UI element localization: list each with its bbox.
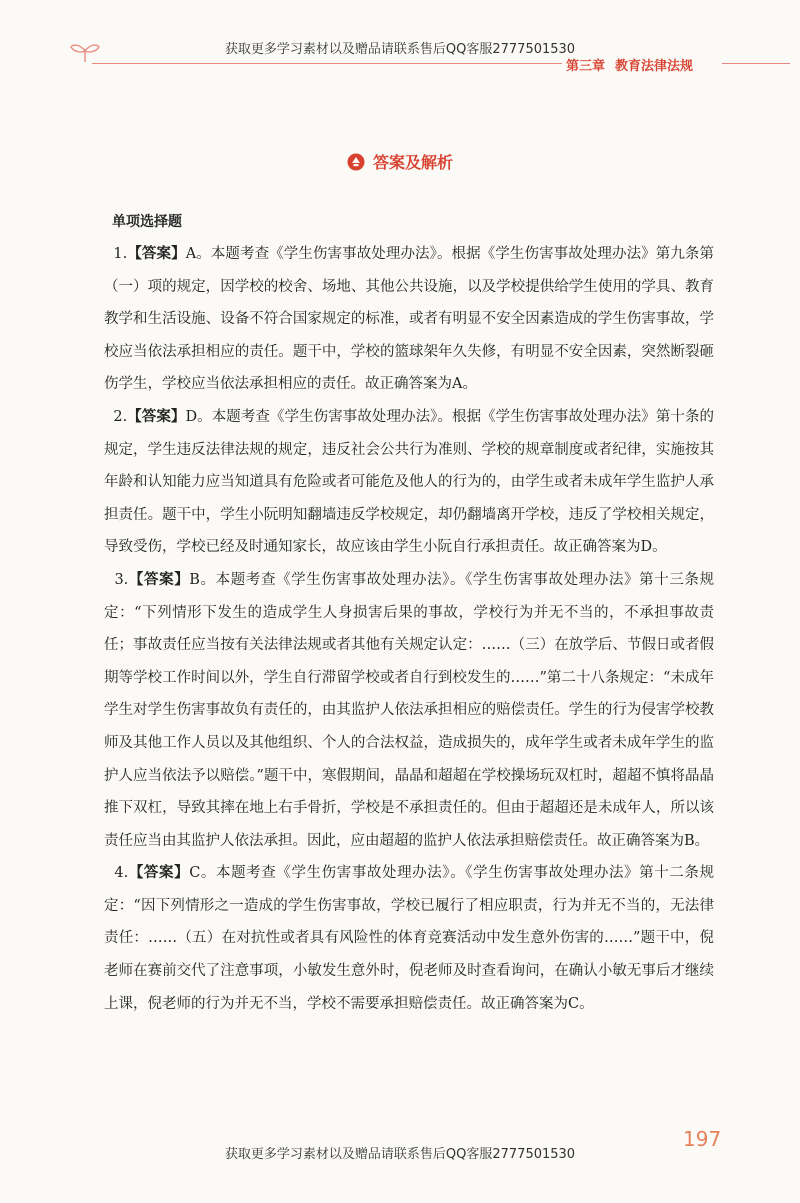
answer-item bbox=[104, 564, 714, 857]
answer-label: 【答案】 bbox=[128, 571, 190, 588]
answers-body bbox=[104, 206, 714, 1020]
chapter-heading bbox=[566, 55, 722, 74]
answer-text: A。本题考查《学生伤害事故处理办法》。根据《学生伤害事故处理办法》第九条第（一）项的规定，因学校的校舍、场地、其他公共设施，以及学校提供给学生使用的学具、教育教学和生活设施、设备不符合国家规定的标准，或者有明显不安全因素造成的学生伤害事故，学校应当依法承担相应的责任。题干中，学校的篮球架年久失修，有明显不安全因素，突然断裂砸伤学生，学校应当依法承担相应的责任。故正确答案为A。 bbox=[104, 246, 715, 393]
page-number: 197 bbox=[683, 1127, 722, 1151]
chapter-title: 教育法律法规 bbox=[615, 59, 694, 74]
footer-promo: 获取更多学习素材以及赠品请联系售后QQ客服2777501530 bbox=[224, 1147, 576, 1162]
answer-text: D。本题考查《学生伤害事故处理办法》。根据《学生伤害事故处理办法》第十条的规定，学生违反法律法规的规定，违反社会公共行为准则、学校的规章制度或者纪律，实施按其年龄和认知能力应当知道具有危险或者可能危及他人的行为的，由学生或者未成年学生监护人承担责任。题干中，学生小阮明知翻墙违反学校规定，却仍翻墙离开学校，违反了学校相关规定，导致受伤，学校已经及时通知家长，故应该由学生小阮自行承担责任。故正确答案为D。 bbox=[104, 408, 715, 556]
answer-item bbox=[104, 401, 714, 564]
answer-text: B。本题考查《学生伤害事故处理办法》。《学生伤害事故处理办法》第十三条规定：“下列情形下发生的造成学生人身损害后果的事故，学校行为并无不当的，不承担事故责任；事故责任应当按有关法律法规或者其他有关规定认定：……（三）在放学后、节假日或者假期等学校工作时间以外，学生自行滞留学校或者自行到校发生的……”第二十八条规定：“未成年学生对学生伤害事故负有责任的，由其监护人依法承担相应的赔偿责任。学生的行为侵害学校教师及其他工作人员以及其他组织、个人的合法权益，造成损失的，成年学生或者未成年学生的监护人应当依法予以赔偿。”题干中，寒假期间，晶晶和超超在学校操场玩双杠时，超超不慎将晶晶推下双杠，导致其摔在地上右手骨折，学校是不承担责任的。但由于超超还是未成年人，所以该责任应当由其监护人依法承担。因此，应由超超的监护人依法承担赔偿责任。故正确答案为B。 bbox=[104, 571, 715, 849]
answer-label: 【答案】 bbox=[127, 408, 186, 425]
header-promo: 获取更多学习素材以及赠品请联系售后QQ客服2777501530 bbox=[224, 42, 576, 57]
answer-number: 3. bbox=[114, 571, 129, 588]
subheading: 单项选择题 bbox=[112, 214, 182, 230]
answer-item bbox=[104, 857, 714, 1020]
answer-label: 【答案】 bbox=[127, 246, 186, 262]
chapter-number: 第三章 bbox=[566, 59, 606, 74]
answer-number: 1. bbox=[113, 246, 128, 262]
section-title bbox=[0, 150, 800, 173]
answer-label: 【答案】 bbox=[128, 865, 190, 882]
header-rule-right bbox=[722, 63, 790, 64]
header-rule-left bbox=[92, 63, 562, 64]
answer-badge-icon bbox=[347, 153, 365, 171]
answer-item bbox=[104, 238, 714, 401]
answer-text: C。本题考查《学生伤害事故处理办法》。《学生伤害事故处理办法》第十二条规定：“因下列情形之一造成的学生伤害事故，学校已履行了相应职责，行为并无不当的，无法律责任：……（五）在对抗性或者具有风险性的体育竞赛活动中发生意外伤害的……”题干中，倪老师在赛前交代了注意事项，小敏发生意外时，倪老师及时查看询问，在确认小敏无事后才继续上课，倪老师的行为并无不当，学校不需要承担赔偿责任。故正确答案为C。 bbox=[104, 865, 715, 1012]
section-title-text: 答案及解析 bbox=[372, 153, 453, 172]
answer-number: 2. bbox=[113, 408, 128, 425]
answer-number: 4. bbox=[114, 865, 129, 882]
